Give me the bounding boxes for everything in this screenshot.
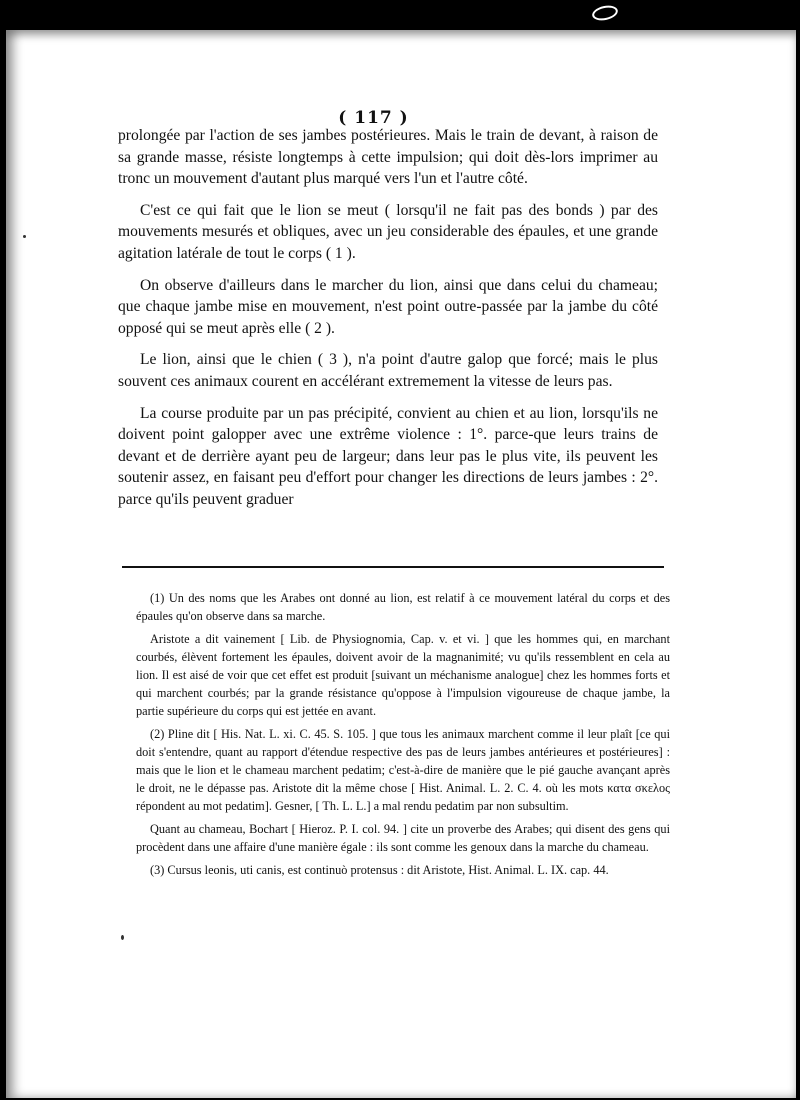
footnote: (3) Cursus leonis, uti canis, est continuò protensus : dit Aristote, Hist. Animal. L. IX. cap. 44.	[150, 863, 609, 877]
scanner-mark-icon	[591, 3, 619, 22]
paragraph: La course produite par un pas précipité, convient au chien et au lion, lorsqu'ils ne doivent point galopper avec une extrême violence : 1°. parce-que leurs trains de devant et de derrière ayant peu de largeur; dans leur pas le plus vite, ils peuvent les soutenir assez, en faisant peu d'effort pour changer les directions de leurs jambes : 2°. parce qu'ils peuvent graduer	[118, 404, 658, 508]
book-page	[6, 30, 796, 1098]
scan-speck	[121, 935, 124, 940]
paragraph: C'est ce qui fait que le lion se meut ( lorsqu'il ne fait pas des bonds ) par des mouvements mesurés et obliques, avec un jeu considerable des épaules, et une grande agitation latérale de tout le corps ( 1 ).	[118, 201, 658, 262]
paragraph: Le lion, ainsi que le chien ( 3 ), n'a point d'autre galop que forcé; mais le plus souvent ces animaux courent en accélérant extremement la vitesse de leurs pas.	[118, 351, 658, 390]
footnotes	[136, 589, 670, 884]
footnote: (1) Un des noms que les Arabes ont donné au lion, est relatif à ce mouvement latéral du corps et des épaules qu'on observe dans sa marche.	[136, 591, 670, 623]
scan-speck	[23, 235, 26, 238]
footnote: Quant au chameau, Bochart [ Hieroz. P. I. col. 94. ] cite un proverbe des Arabes; qui disent des gens qui procèdent dans une affaire d'une manière égale : ils sont comme les genoux dans la marche du chameau.	[136, 822, 670, 854]
footnote: Aristote a dit vainement [ Lib. de Physiognomia, Cap. v. et vi. ] que les hommes qui, en marchant courbés, élèvent fortement les épaules, doivent avoir de la magnanimité; vu qu'ils ressemblent en cela au lion. Il est aisé de voir que cet effet est produit [suivant un méchanisme analogue] chez les hommes forts et qui marchent courbés; par la grande résistance qu'oppose à l'impulsion vigoureuse de chaque jambe, la partie supérieure du corps qui est jettée en avant.	[136, 632, 670, 718]
main-text	[118, 125, 658, 521]
footnote: (2) Pline dit [ His. Nat. L. xi. C. 45. S. 105. ] que tous les animaux marchent comme il leur plaît [ce qui doit s'entendre, quant au rapport d'étendue respective des pas de leurs jambes antérieures et postérieures] : mais que le lion et le chameau marchent pedatim; c'est-à-dire de manière que le pié gauche avançant après le droit, ne le dépasse pas. Aristote dit la même chose [ Hist. Animal. L. 2. C. 4. où les mots κατα σκελος répondent au mot pedatim]. Gesner, [ Th. L. L.] a mal rendu pedatim par non subsultim.	[136, 727, 670, 813]
page-number: ( 117 )	[338, 108, 409, 128]
footnote-separator	[122, 566, 664, 568]
paragraph: On observe d'ailleurs dans le marcher du lion, ainsi que dans celui du chameau; que chaque jambe mise en mouvement, n'est point outre-passée par la jambe du côté opposé qui se meut après elle ( 2 ).	[118, 276, 658, 337]
paragraph: prolongée par l'action de ses jambes postérieures. Mais le train de devant, à raison de sa grande masse, résiste longtemps à cette impulsion; qui doit dès-lors imprimer au tronc un mouvement d'autant plus marqué vers l'un et l'autre côté.	[118, 127, 658, 188]
